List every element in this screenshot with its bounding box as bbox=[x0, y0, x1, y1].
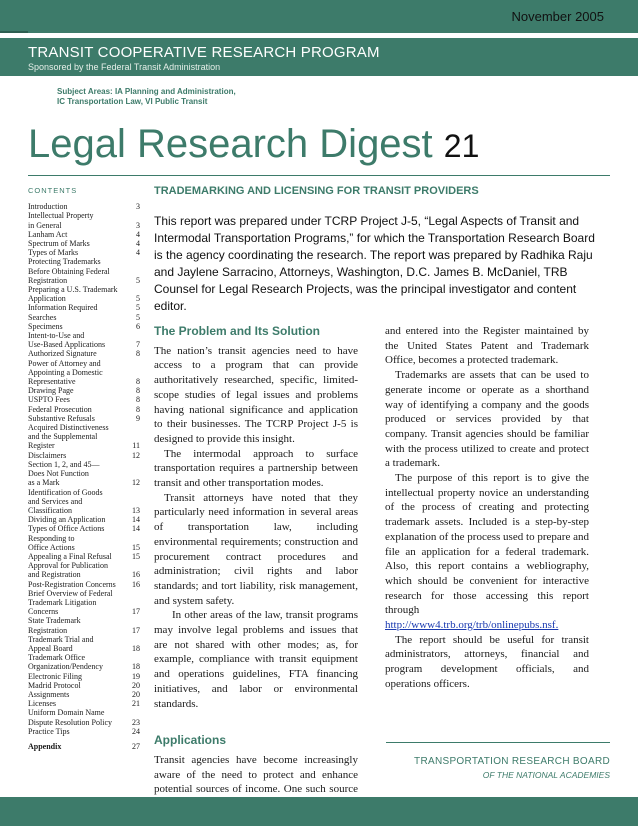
toc-page: 21 bbox=[132, 699, 140, 709]
toc-label: Uniform Domain Name Dispute Resolution Policy bbox=[28, 708, 112, 727]
toc-label: Appendix bbox=[28, 741, 62, 751]
toc-page: 5 bbox=[136, 294, 140, 304]
toc-item[interactable] bbox=[28, 635, 140, 653]
toc-item[interactable] bbox=[28, 488, 140, 516]
toc-page: 18 bbox=[132, 643, 140, 653]
toc-page: 18 bbox=[132, 662, 140, 672]
toc-page: 4 bbox=[136, 239, 140, 249]
toc-item[interactable] bbox=[28, 672, 140, 681]
toc-label: Trademark Office Organization/Pendency bbox=[28, 653, 103, 672]
bottom-color-bar bbox=[0, 797, 638, 826]
toc-page: 9 bbox=[136, 413, 140, 423]
trb-logo-text bbox=[414, 756, 610, 780]
toc-label: Post-Registration Concerns bbox=[28, 579, 116, 589]
toc-page: 5 bbox=[136, 303, 140, 313]
trb-name: TRANSPORTATION RESEARCH BOARD bbox=[414, 756, 610, 767]
toc-label: Preparing a U.S. Trademark Application bbox=[28, 285, 118, 304]
toc-label: Authorized Signature bbox=[28, 349, 97, 359]
toc-page: 20 bbox=[132, 689, 140, 699]
toc-label: Power of Attorney and Appointing a Domestic Representative bbox=[28, 358, 103, 387]
toc-page: 17 bbox=[132, 607, 140, 617]
sponsor-line: Sponsored by the Federal Transit Administration bbox=[28, 62, 221, 72]
intro-paragraph: This report was prepared under TCRP Project J-5, “Legal Aspects of Transit and Intermodal Transportation Programs,” for which the Transportation Research Board is the agency coordinating the research. The report was prepared by Radhika Raju and Jaylene Sarracino, Attorneys, Washington, D.C. James B. McDaniel, TRB Counsel for Legal Research Projects, was the principal investigator and content editor. bbox=[154, 214, 595, 313]
section-title: The Problem and Its Solution bbox=[154, 324, 321, 338]
paragraph: Transit attorneys have noted that they particularly need information in several areas of transportation law, including environmental requirements; construction and procurement contract procedures and administration; civil rights and labor standards; and tort liability, risk management, and system safety. bbox=[154, 491, 358, 607]
title-rule bbox=[28, 175, 610, 176]
toc-page: 5 bbox=[136, 275, 140, 285]
toc-item[interactable] bbox=[28, 331, 140, 349]
toc-page: 19 bbox=[132, 671, 140, 681]
toc-item[interactable] bbox=[28, 405, 140, 414]
table-of-contents bbox=[28, 186, 140, 751]
toc-page: 8 bbox=[136, 377, 140, 387]
toc-page: 8 bbox=[136, 386, 140, 396]
toc-label: Acquired Distinctiveness and the Supplemental Register bbox=[28, 423, 109, 451]
toc-item[interactable] bbox=[28, 708, 140, 726]
toc-page: 8 bbox=[136, 395, 140, 405]
column-left bbox=[154, 324, 358, 827]
paragraph bbox=[385, 471, 589, 633]
toc-item[interactable] bbox=[28, 460, 140, 488]
toc-item[interactable] bbox=[28, 727, 140, 736]
toc-label: Searches bbox=[28, 312, 57, 322]
toc-page: 20 bbox=[132, 680, 140, 690]
toc-label: Types of Marks bbox=[28, 248, 79, 258]
toc-page: 24 bbox=[132, 726, 140, 736]
toc-item[interactable] bbox=[28, 552, 140, 561]
toc-label: Substantive Refusals bbox=[28, 413, 95, 423]
toc-item[interactable] bbox=[28, 534, 140, 552]
toc-label: Specimens bbox=[28, 321, 63, 331]
toc-label: Drawing Page bbox=[28, 386, 74, 396]
toc-page: 14 bbox=[132, 515, 140, 525]
digest-number: 21 bbox=[443, 128, 480, 164]
digest-title-text: Legal Research Digest bbox=[28, 122, 433, 166]
toc-label: Intent-to-Use and Use-Based Applications bbox=[28, 331, 106, 350]
subject-line: IC Transportation Law, VI Public Transit bbox=[57, 97, 208, 106]
toc-list bbox=[28, 202, 140, 736]
toc-item[interactable] bbox=[28, 653, 140, 671]
toc-item[interactable] bbox=[28, 616, 140, 634]
toc-item[interactable] bbox=[28, 230, 140, 239]
toc-item[interactable] bbox=[28, 524, 140, 533]
toc-label: Dividing an Application bbox=[28, 515, 106, 525]
toc-page: 7 bbox=[136, 340, 140, 350]
toc-page: 3 bbox=[136, 202, 140, 212]
toc-item[interactable] bbox=[28, 395, 140, 404]
program-name: TRANSIT COOPERATIVE RESEARCH PROGRAM bbox=[28, 44, 380, 61]
toc-label: Identification of Goods and Services and Classification bbox=[28, 487, 103, 515]
digest-title bbox=[28, 120, 479, 170]
toc-item[interactable] bbox=[28, 202, 140, 211]
toc-page: 4 bbox=[136, 229, 140, 239]
toc-item[interactable] bbox=[28, 681, 140, 690]
toc-label: Practice Tips bbox=[28, 726, 70, 736]
toc-label: Licenses bbox=[28, 699, 56, 709]
toc-page: 27 bbox=[132, 741, 140, 751]
toc-label: Approval for Publication and Registration bbox=[28, 561, 108, 580]
issue-date: November 2005 bbox=[511, 9, 604, 24]
toc-item[interactable] bbox=[28, 303, 140, 312]
subject-areas bbox=[57, 87, 236, 107]
toc-item[interactable] bbox=[28, 313, 140, 322]
toc-label: Federal Prosecution bbox=[28, 404, 92, 414]
toc-label: Electronic Filing bbox=[28, 671, 82, 681]
toc-item[interactable] bbox=[28, 561, 140, 579]
toc-item[interactable] bbox=[28, 359, 140, 387]
toc-label: Lanham Act bbox=[28, 229, 68, 239]
toc-label: Assignments bbox=[28, 689, 70, 699]
toc-item[interactable] bbox=[28, 589, 140, 617]
toc-page: 16 bbox=[132, 579, 140, 589]
toc-label: Madrid Protocol bbox=[28, 680, 81, 690]
toc-item[interactable] bbox=[28, 451, 140, 460]
toc-page: 4 bbox=[136, 248, 140, 258]
toc-item[interactable] bbox=[28, 211, 140, 229]
toc-page: 15 bbox=[132, 542, 140, 552]
paragraph: In other areas of the law, transit programs may involve legal problems and issues that are not shared with other modes; as, for example, compliance with transit equipment and operations guidelines, FTA financing initiatives, and labor or environmental standards. bbox=[154, 609, 358, 710]
toc-label: Brief Overview of Federal Trademark Litigation Concerns bbox=[28, 588, 113, 617]
toc-page: 6 bbox=[136, 321, 140, 331]
toc-label: State Trademark Registration bbox=[28, 616, 81, 635]
toc-label: Information Required bbox=[28, 303, 98, 313]
toc-item[interactable] bbox=[28, 515, 140, 524]
toc-page: 12 bbox=[132, 450, 140, 460]
toc-page: 3 bbox=[136, 220, 140, 230]
section-title: Applications bbox=[154, 733, 227, 748]
paragraph-text: The purpose of this report is to give the intellectual property novice an understanding of the process of creating and protecting trademark assets. Included is a step-by-step explanation of the process used to prepare and file an application for a federal trademark. Also, this report contains a webliography, which should be convenient for interactive research for those accessing this report through bbox=[385, 472, 589, 617]
toc-item[interactable] bbox=[28, 257, 140, 285]
toc-label: Trademark Trial and Appeal Board bbox=[28, 634, 94, 653]
paragraph: The nation’s transit agencies need to have access to a program that can provide authoritatively researched, specific, limited-scope studies of legal issues and problems having national significance and application to their businesses. The TCRP Project J-5 is designed to provide this insight. bbox=[154, 344, 358, 445]
toc-label: Disclaimers bbox=[28, 450, 67, 460]
toc-page: 15 bbox=[132, 551, 140, 561]
toc-label: Section 1, 2, and 45— Does Not Function as a Mark bbox=[28, 459, 100, 488]
toc-item[interactable] bbox=[28, 690, 140, 699]
paragraph: and entered into the Register maintained by the United States Patent and Trademark Office, becomes a protected trademark. bbox=[385, 325, 589, 367]
report-heading: TRADEMARKING AND LICENSING FOR TRANSIT PROVIDERS bbox=[154, 185, 479, 197]
onlinepubs-link[interactable]: http://www4.trb.org/trb/onlinepubs.nsf. bbox=[385, 619, 559, 632]
toc-label: Appealing a Final Refusal bbox=[28, 551, 112, 561]
toc-item[interactable] bbox=[28, 322, 140, 331]
toc-page: 23 bbox=[132, 717, 140, 727]
toc-item[interactable] bbox=[28, 239, 140, 248]
header-divider bbox=[28, 31, 638, 33]
trb-sub: OF THE NATIONAL ACADEMIES bbox=[482, 770, 610, 780]
toc-page: 8 bbox=[136, 404, 140, 414]
toc-item[interactable] bbox=[28, 699, 140, 708]
paragraph: Trademarks are assets that can be used to generate income or operate as a shorthand way of identifying a company and the goods produced or services provided by that company. Transit agencies should be familiar with the process utilized to create and protect a trademark. bbox=[385, 369, 589, 470]
toc-item[interactable] bbox=[28, 414, 140, 423]
toc-label: Responding to Office Actions bbox=[28, 533, 75, 552]
subject-line: Subject Areas: IA Planning and Administration, bbox=[57, 87, 236, 96]
toc-item[interactable] bbox=[28, 423, 140, 451]
footer-rule bbox=[386, 742, 610, 743]
toc-label: USPTO Fees bbox=[28, 395, 70, 405]
toc-page: 17 bbox=[132, 625, 140, 635]
toc-page: 12 bbox=[132, 478, 140, 488]
paragraph: Transit agencies have become increasingly aware of the need to protect and enhance potential sources of income. One such source bbox=[154, 753, 358, 796]
toc-page: 11 bbox=[132, 441, 140, 451]
column-right bbox=[385, 324, 589, 692]
toc-appendix[interactable] bbox=[28, 742, 140, 751]
contents-title: CONTENTS bbox=[28, 186, 78, 195]
toc-label: Protecting Trademarks Before Obtaining Federal Registration bbox=[28, 257, 110, 285]
toc-item[interactable] bbox=[28, 580, 140, 589]
toc-page: 14 bbox=[132, 524, 140, 534]
toc-page: 16 bbox=[132, 570, 140, 580]
toc-page: 13 bbox=[132, 505, 140, 515]
toc-label: Intellectual Property in General bbox=[28, 211, 94, 230]
toc-item[interactable] bbox=[28, 285, 140, 303]
toc-item[interactable] bbox=[28, 349, 140, 358]
toc-label: Introduction bbox=[28, 202, 68, 212]
toc-page: 5 bbox=[136, 312, 140, 322]
toc-item[interactable] bbox=[28, 386, 140, 395]
paragraph: The report should be useful for transit administrators, attorneys, financial and program development officials, and operations officers. bbox=[385, 633, 589, 690]
toc-page: 8 bbox=[136, 349, 140, 359]
toc-item[interactable] bbox=[28, 248, 140, 257]
toc-label: Spectrum of Marks bbox=[28, 239, 90, 249]
paragraph: The intermodal approach to surface transportation requires a partnership between transit and other transportation modes. bbox=[154, 447, 358, 490]
toc-label: Types of Office Actions bbox=[28, 524, 105, 534]
